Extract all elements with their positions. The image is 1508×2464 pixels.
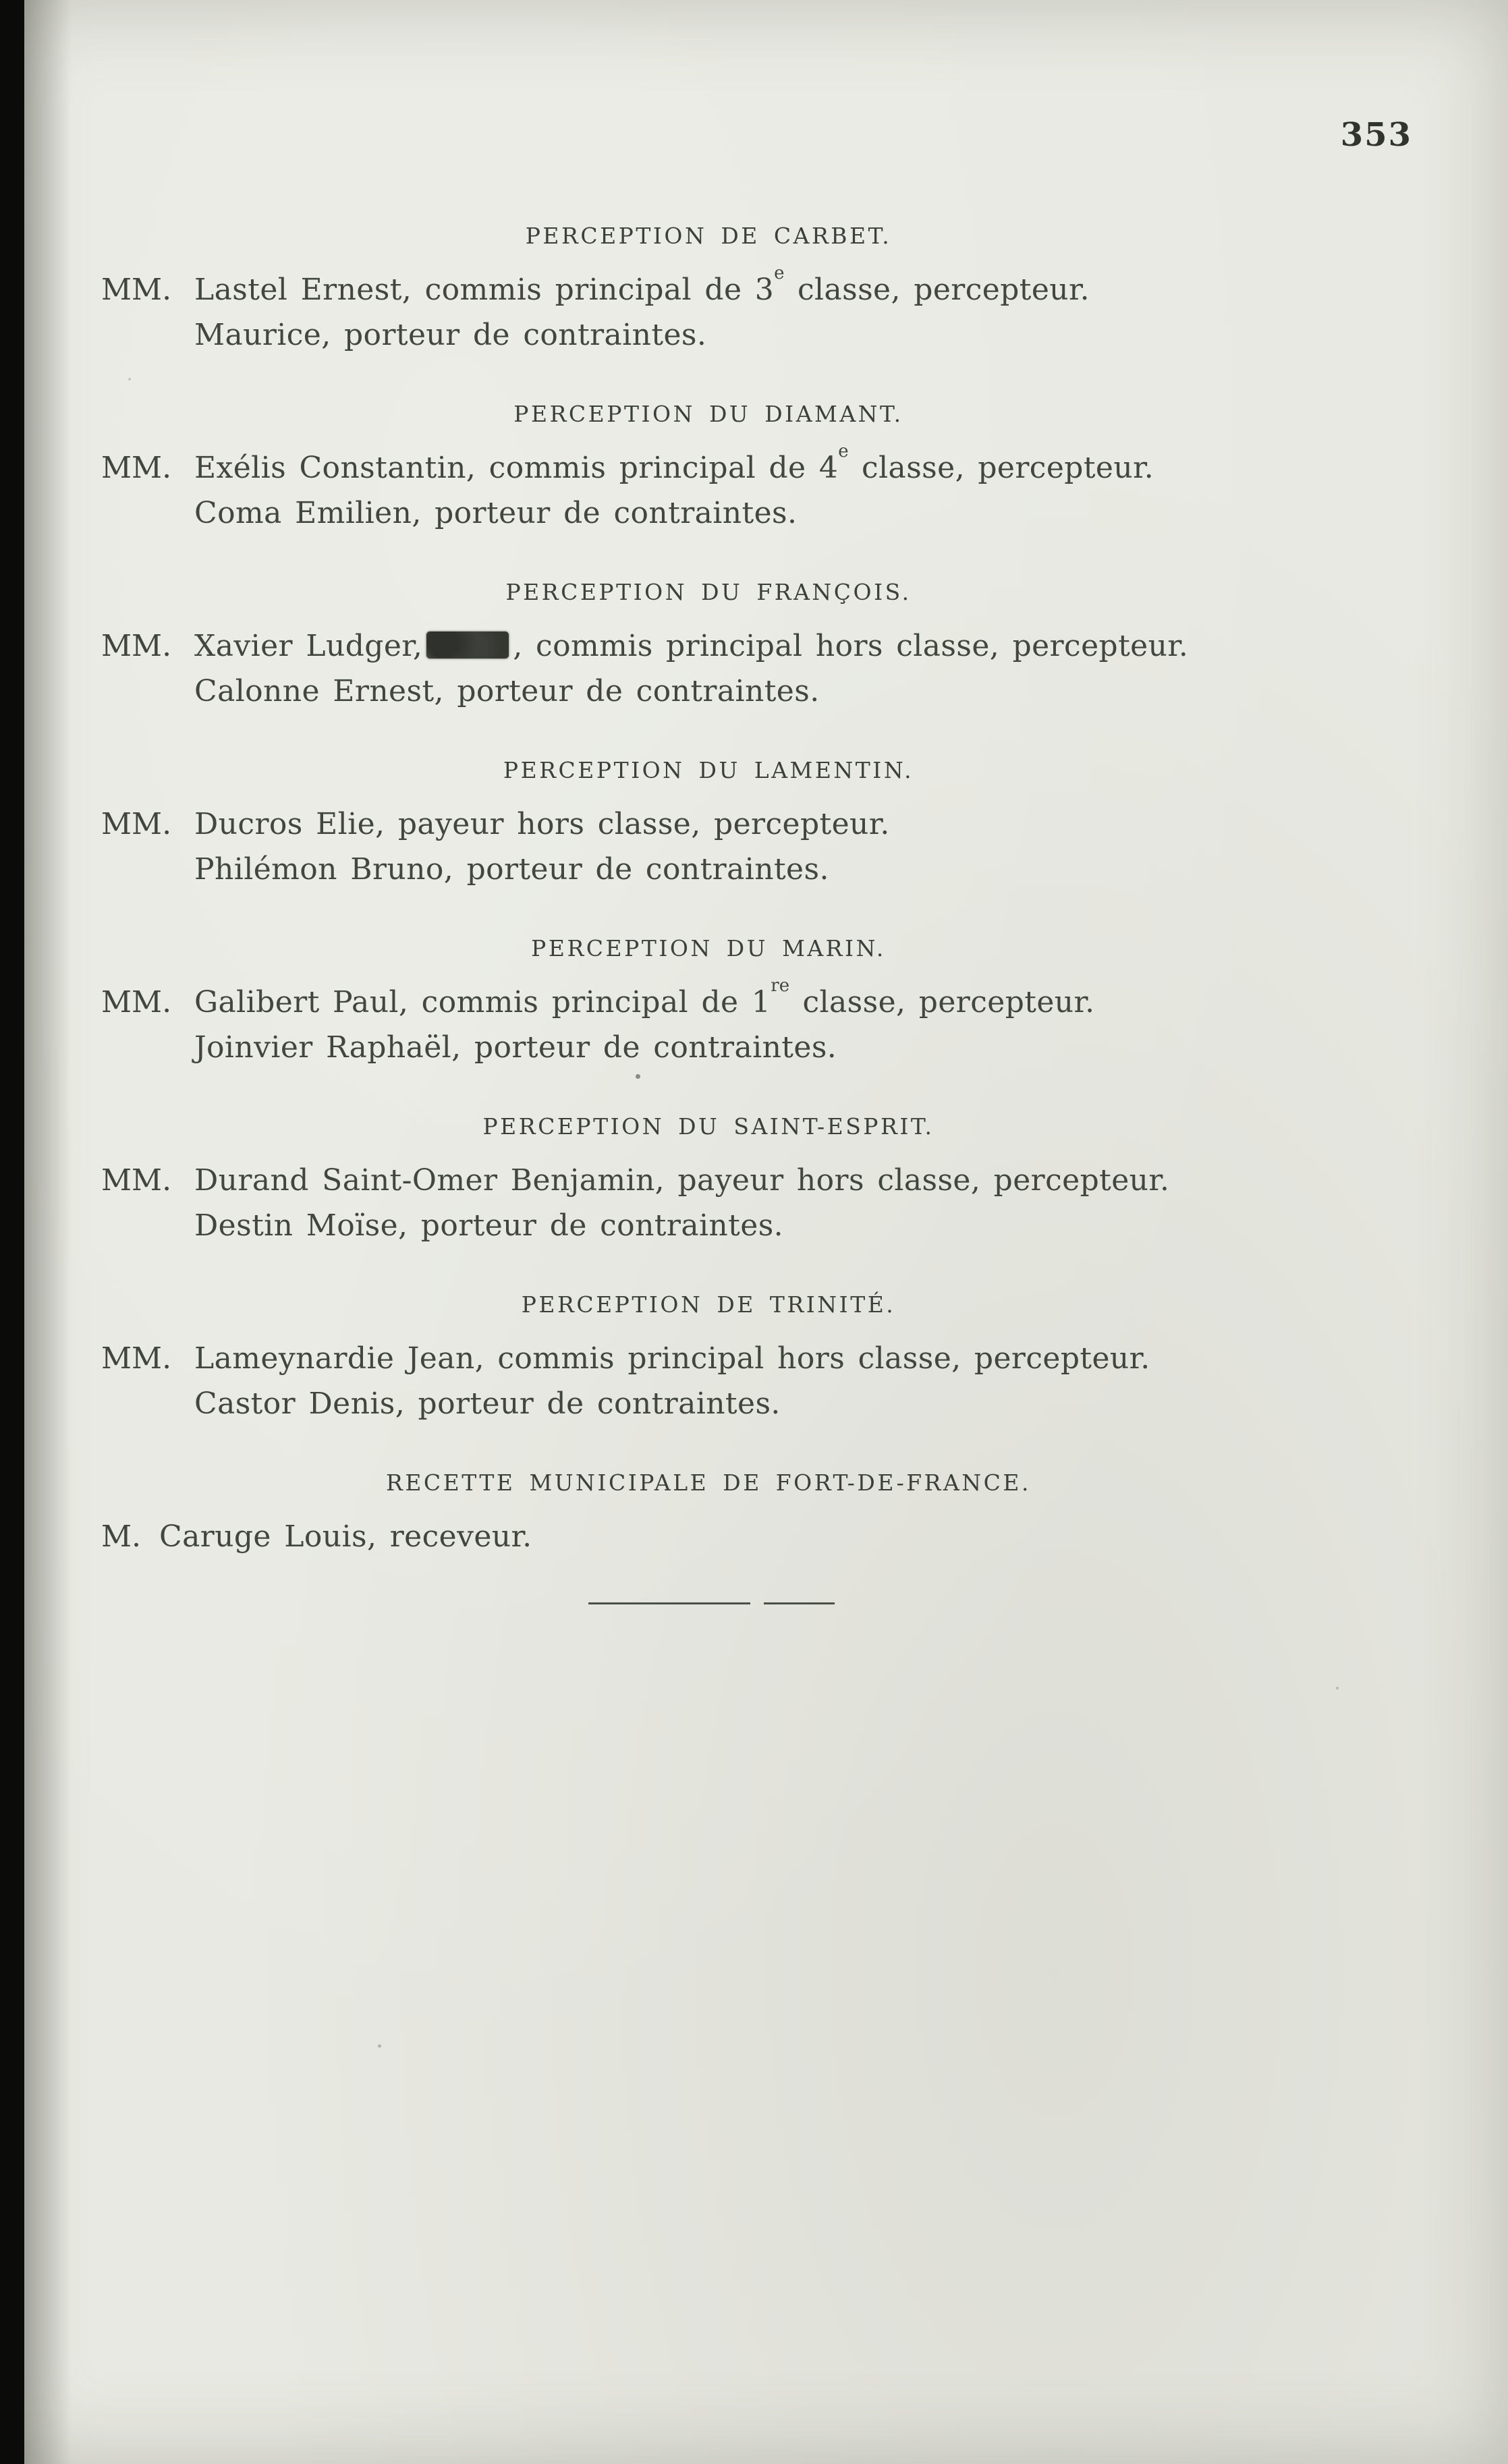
entry	[101, 1336, 1316, 1426]
entry	[101, 802, 1316, 892]
entry	[101, 1514, 1316, 1559]
entry-prefix: MM.	[101, 985, 172, 1019]
entry-line-1	[194, 1158, 1316, 1203]
line2-text: Maurice, porteur de contraintes.	[194, 318, 707, 352]
entry	[101, 263, 1316, 358]
line2-text: Destin Moïse, porteur de contraintes.	[194, 1208, 784, 1243]
section-heading: PERCEPTION DU LAMENTIN.	[503, 757, 914, 783]
ordinal-superscript: e	[774, 263, 785, 284]
line1-text: Ducros Elie, payeur hors classe, percepteur.	[194, 807, 890, 841]
entry-line-1	[194, 263, 1316, 312]
section-carbet	[101, 223, 1316, 358]
ordinal-superscript: re	[771, 976, 790, 997]
entry-line-1	[194, 441, 1316, 491]
line2-text: Philémon Bruno, porteur de contraintes.	[194, 852, 829, 887]
entry-line-2	[194, 847, 1316, 892]
entry-prefix: M.	[101, 1519, 142, 1554]
section-heading: PERCEPTION DU FRANÇOIS.	[505, 579, 912, 605]
section-lamentin	[101, 757, 1316, 892]
line1-text: Lastel Ernest, commis principal de 3	[194, 273, 775, 307]
entry-line-1	[194, 1336, 1316, 1381]
entry-line-1	[159, 1514, 1316, 1559]
entry	[101, 441, 1316, 536]
line1-text: Caruge Louis, receveur.	[159, 1519, 532, 1554]
entry-line-2	[194, 1381, 1316, 1426]
entry-line-2	[194, 312, 1316, 358]
section-heading: RECETTE MUNICIPALE DE FORT-DE-FRANCE.	[385, 1469, 1032, 1496]
end-rule-segment	[764, 1602, 835, 1604]
ordinal-superscript: e	[838, 441, 849, 462]
scan-speck	[1336, 1687, 1339, 1689]
entry-prefix: MM.	[101, 1163, 172, 1198]
section-francois	[101, 579, 1316, 714]
entry	[101, 623, 1316, 714]
page-number: 353	[1340, 116, 1412, 154]
entry	[101, 976, 1316, 1070]
end-rule-gap	[750, 1602, 764, 1604]
line1-text: Xavier Ludger,	[194, 629, 423, 663]
section-heading: PERCEPTION DU DIAMANT.	[513, 401, 903, 427]
scan-speck	[378, 2044, 381, 2048]
entry-prefix: MM.	[101, 1341, 172, 1376]
gutter-shadow	[24, 0, 72, 2464]
entry-line-1	[194, 623, 1316, 669]
line2-text: Coma Emilien, porteur de contraintes.	[194, 496, 798, 530]
scan-speck	[636, 1074, 640, 1079]
entry-line-1	[194, 976, 1316, 1025]
end-rule	[588, 1602, 835, 1604]
line2-text: Calonne Ernest, porteur de contraintes.	[194, 674, 820, 708]
section-heading: PERCEPTION DU SAINT-ESPRIT.	[482, 1113, 934, 1140]
section-trinite	[101, 1291, 1316, 1426]
section-heading: PERCEPTION DE TRINITÉ.	[521, 1291, 896, 1318]
entry	[101, 1158, 1316, 1248]
line2-text: Castor Denis, porteur de contraintes.	[194, 1387, 781, 1421]
entry-line-2	[194, 491, 1316, 536]
section-heading: PERCEPTION DE CARBET.	[525, 223, 892, 249]
line1-text: Lameynardie Jean, commis principal hors classe, percepteur.	[194, 1341, 1150, 1376]
entry-line-2	[194, 1025, 1316, 1070]
scan-edge-strip	[0, 0, 24, 2464]
scan-speck	[128, 378, 131, 381]
section-fort-de-france	[101, 1469, 1316, 1559]
section-marin	[101, 935, 1316, 1070]
section-diamant	[101, 401, 1316, 536]
line1-text-cont: , commis principal hors classe, percepteur.	[513, 629, 1189, 663]
line1-text: Galibert Paul, commis principal de 1	[194, 985, 771, 1019]
section-heading: PERCEPTION DU MARIN.	[531, 935, 886, 961]
line1-text-cont: classe, percepteur.	[784, 273, 1090, 307]
entry-prefix: MM.	[101, 807, 172, 841]
entry-prefix: MM.	[101, 451, 172, 485]
page-content	[101, 0, 1316, 1604]
entry-line-2	[194, 669, 1316, 714]
line2-text: Joinvier Raphaël, porteur de contraintes.	[194, 1030, 837, 1065]
section-saint-esprit	[101, 1113, 1316, 1248]
end-rule-segment	[588, 1602, 750, 1604]
entry-prefix: MM.	[101, 629, 172, 663]
entry-prefix: MM.	[101, 273, 172, 307]
line1-text: Durand Saint-Omer Benjamin, payeur hors classe, percepteur.	[194, 1163, 1170, 1198]
line1-text-cont: classe, percepteur.	[848, 451, 1154, 485]
line1-text-cont: classe, percepteur.	[789, 985, 1095, 1019]
ink-blot	[426, 632, 509, 659]
entry-line-1	[194, 802, 1316, 847]
entry-line-2	[194, 1203, 1316, 1248]
line1-text: Exélis Constantin, commis principal de 4	[194, 451, 839, 485]
